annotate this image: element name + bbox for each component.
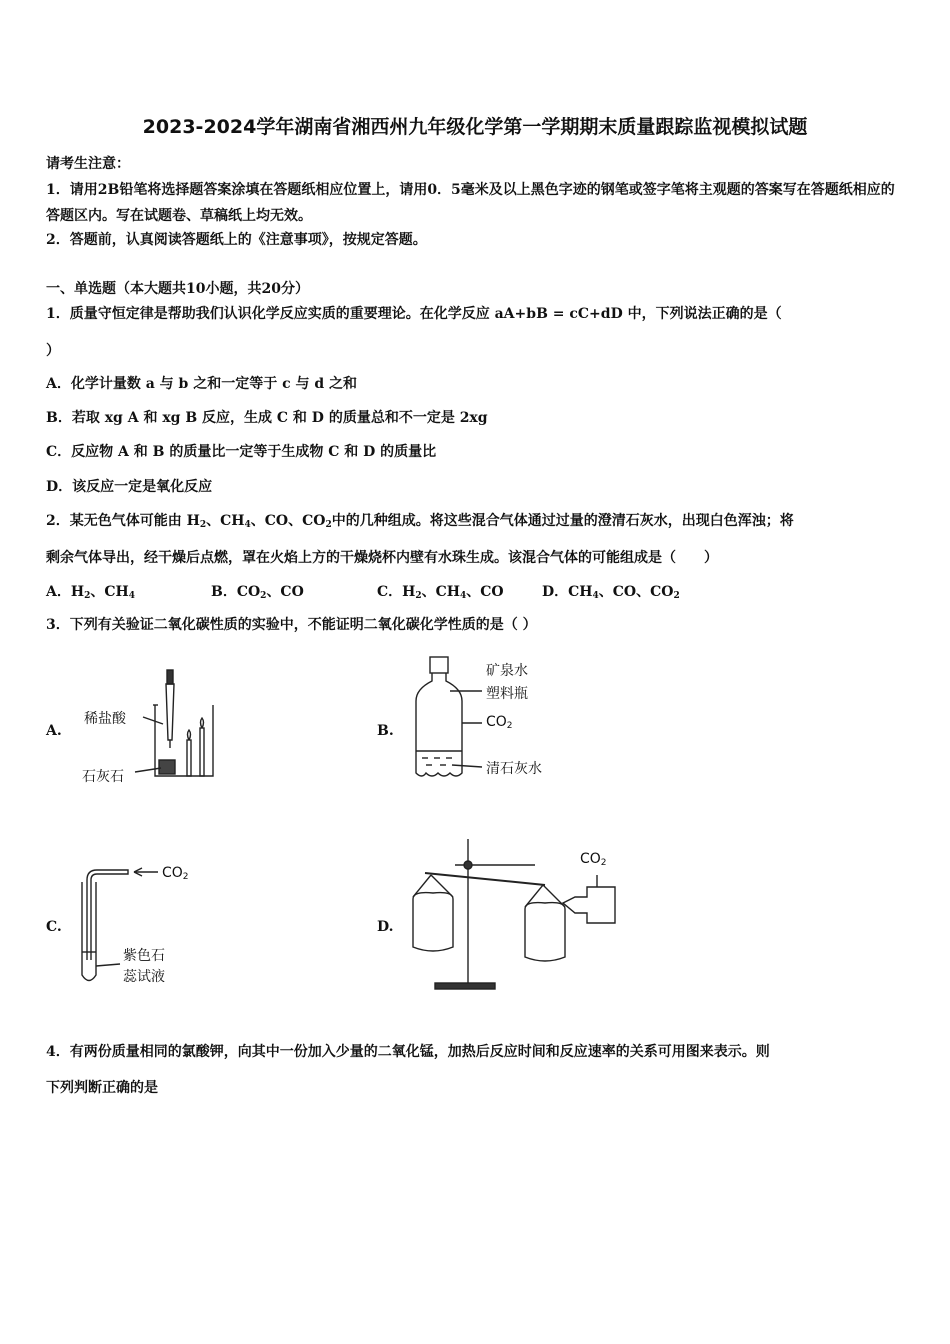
limestone-block <box>159 760 175 774</box>
q2-option-text: 、CH <box>421 584 461 600</box>
left-bag <box>413 893 453 951</box>
gas-formula: CO <box>580 851 601 867</box>
candle-short <box>187 740 191 776</box>
subscript: 2 <box>199 520 207 530</box>
q4-stem-line1: 4．有两份质量相同的氯酸钾，向其中一份加入少量的二氧化锰，加热后反应时间和反应速率的关系可用图来表示。则 <box>46 1044 770 1060</box>
pointer-line <box>143 717 163 724</box>
candle-tall-flame <box>201 718 204 728</box>
q2-option-text: 、CH <box>90 584 129 600</box>
figure-b-gas-label <box>486 714 513 731</box>
subscript: 2 <box>415 591 422 601</box>
balance-beam <box>425 873 545 885</box>
figure-b-apparatus <box>410 655 490 785</box>
clamp-knob <box>464 861 472 869</box>
candle-tall <box>200 728 204 776</box>
bottle-cap <box>430 657 448 673</box>
subscript: 2 <box>182 872 189 882</box>
q2-stem-line2: 剩余气体导出，经干燥后点燃，罩在火焰上方的干燥烧杯内壁有水珠生成。该混合气体的可能组成是（ ） <box>46 550 718 566</box>
figure-b-water-label: 矿泉水 <box>486 663 528 679</box>
q2-option-text: 、CO <box>266 584 304 600</box>
subscript: 2 <box>260 591 267 601</box>
q3-option-c-label: C. <box>46 919 62 935</box>
section-heading: 一、单选题（本大题共10小题，共20分） <box>46 281 309 297</box>
subscript: 2 <box>600 858 607 868</box>
right-bag <box>525 903 565 961</box>
q1-option-c: C．反应物 A 和 B 的质量比一定等于生成物 C 和 D 的质量比 <box>46 444 437 460</box>
q2-option-text: 、CO <box>466 584 504 600</box>
q3-option-b-label: B. <box>377 723 394 739</box>
subscript: 2 <box>325 520 332 530</box>
figure-c-litmus-label-2: 蕊试液 <box>123 969 165 985</box>
pointer-line <box>452 765 482 767</box>
q2-text: 2．某无色气体可能由 H <box>46 513 200 529</box>
subscript: 2 <box>84 591 91 601</box>
q1-stem-end: ） <box>46 343 60 359</box>
figure-b-lime-label: 清石灰水 <box>486 761 542 777</box>
q3-option-d-label: D. <box>377 919 394 935</box>
q2-option-b <box>211 581 304 601</box>
figure-c-gas-label <box>162 865 189 882</box>
pointer-line <box>135 768 161 772</box>
q2-option-text: D．CH <box>542 584 593 600</box>
q4-stem-line2: 下列判断正确的是 <box>46 1080 158 1096</box>
q2-text: 、CH <box>206 513 245 529</box>
q2-stem-line1 <box>46 510 794 530</box>
notice-heading: 请考生注意： <box>46 156 130 172</box>
q1-option-a: A．化学计量数 a 与 b 之和一定等于 c 与 d 之和 <box>46 376 358 392</box>
q3-stem: 3．下列有关验证二氧化碳性质的实验中，不能证明二氧化碳化学性质的是（ ） <box>46 617 537 633</box>
gas-bottle <box>563 887 615 923</box>
subscript: 4 <box>460 591 467 601</box>
gas-formula: CO <box>162 865 183 881</box>
figure-d-gas-label <box>580 851 607 868</box>
q2-option-text: B．CO <box>211 584 261 600</box>
candle-short-flame <box>188 730 191 740</box>
dropper-bulb <box>167 670 173 684</box>
subscript: 4 <box>128 591 135 601</box>
q2-option-text: A．H <box>46 584 85 600</box>
q2-option-c <box>377 581 504 601</box>
page-title: 2023-2024学年湖南省湘西州九年级化学第一学期期末质量跟踪监视模拟试题 <box>142 116 808 138</box>
q1-option-d: D．该反应一定是氧化反应 <box>46 479 213 495</box>
figure-b-bottle-label: 塑料瓶 <box>486 686 528 702</box>
dropper-tube <box>166 684 174 740</box>
pointer-line <box>96 964 120 966</box>
q2-text: 中的几种组成。将这些混合气体通过过量的澄清石灰水，出现白色浑浊；将 <box>331 513 794 529</box>
figure-a-stone-label: 石灰石 <box>82 769 124 785</box>
test-tube <box>82 882 96 981</box>
q1-option-b: B．若取 xg A 和 xg B 反应，生成 C 和 D 的质量总和不一定是 2xg <box>46 410 488 426</box>
q1-stem: 1．质量守恒定律是帮助我们认识化学反应实质的重要理论。在化学反应 aA+bB = cC+dD 中，下列说法正确的是（ <box>46 306 782 322</box>
q3-option-a-label: A. <box>46 723 62 739</box>
notice-item-2: 2．答题前，认真阅读答题纸上的《注意事项》，按规定答题。 <box>46 232 427 248</box>
q2-text: 、CO、CO <box>250 513 326 529</box>
notice-item-1: 1．请用2B铅笔将选择题答案涂填在答题纸相应位置上，请用0．5毫米及以上黑色字迹的钢笔或签字笔将主观题的答案写在答题纸相应的答题区内。写在试题卷、草稿纸上均无效。 <box>46 182 895 224</box>
subscript: 4 <box>592 591 599 601</box>
gas-formula: CO <box>486 714 507 730</box>
q2-option-text: C．H <box>377 584 416 600</box>
q2-option-text: 、CO、CO <box>598 584 674 600</box>
figure-c-litmus-label-1: 紫色石 <box>123 948 165 964</box>
q2-option-d <box>542 581 680 601</box>
bottle-body <box>416 673 462 776</box>
figure-a-acid-label: 稀盐酸 <box>84 711 126 727</box>
subscript: 2 <box>506 721 513 731</box>
q2-option-a <box>46 581 135 601</box>
gas-inlet-tube <box>87 870 128 960</box>
subscript: 4 <box>244 520 251 530</box>
subscript: 2 <box>673 591 680 601</box>
stand-base <box>435 983 495 989</box>
